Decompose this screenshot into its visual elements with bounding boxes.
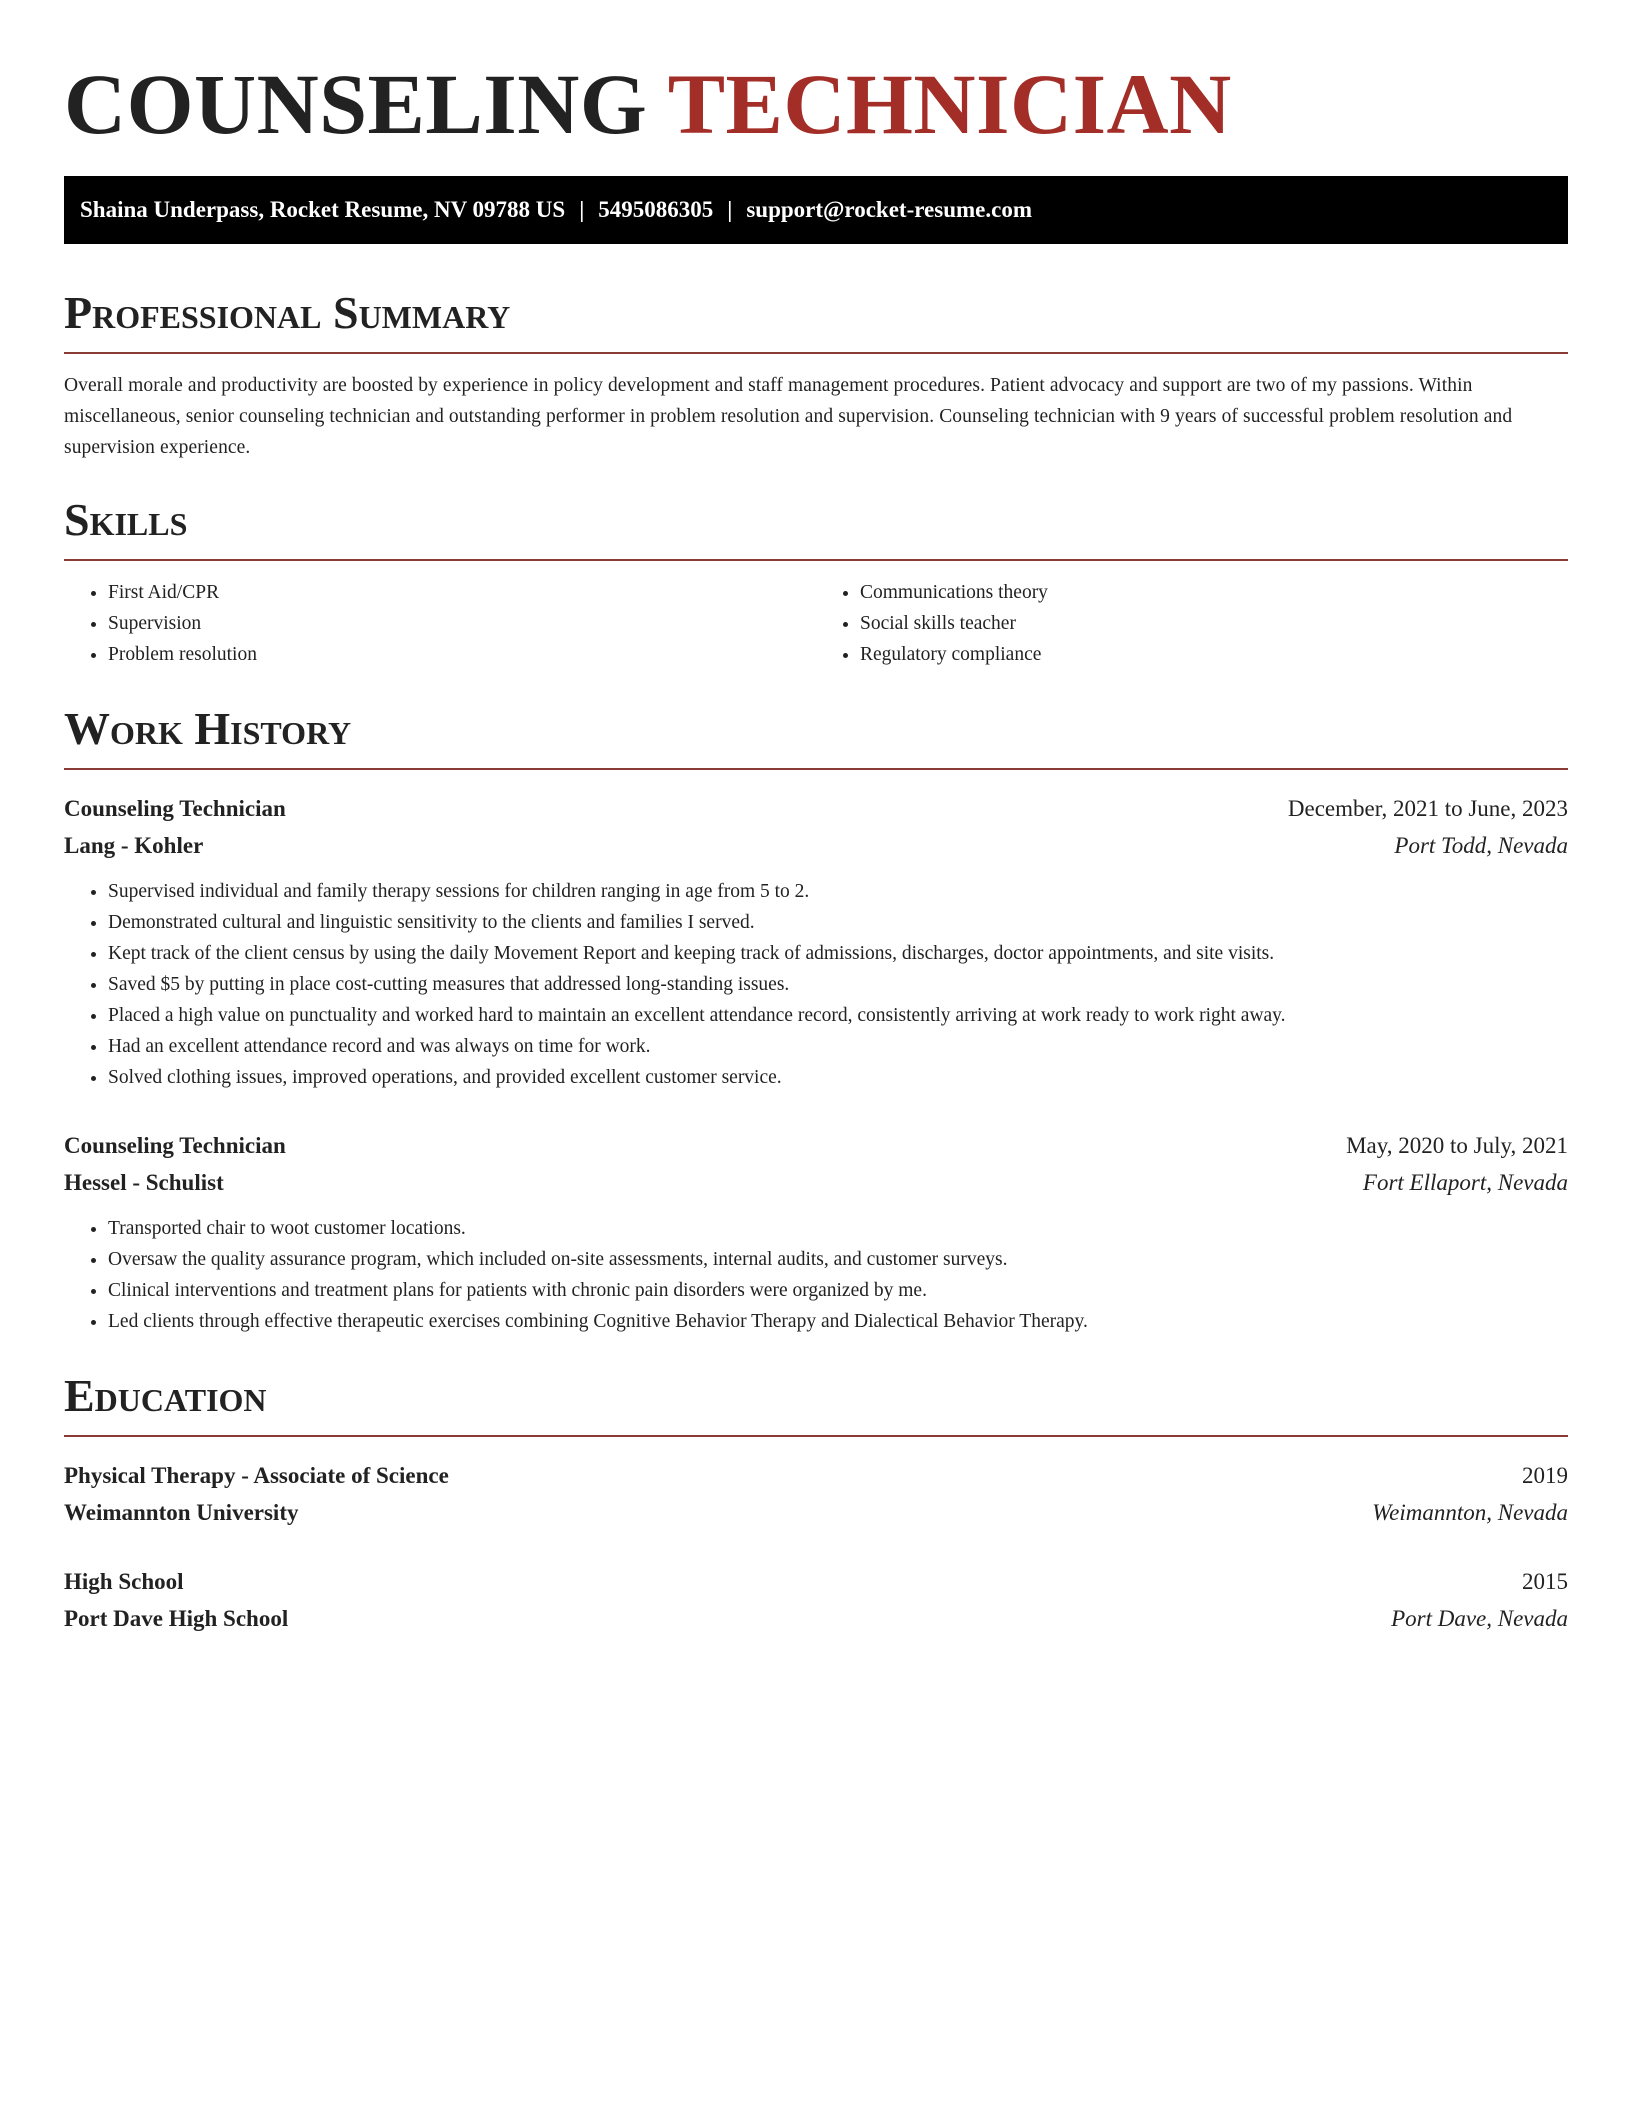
job-title: Counseling Technician — [64, 796, 286, 821]
skill-item: • Social skills teacher — [860, 608, 1568, 639]
job-header-row — [64, 790, 1568, 827]
job-bullets — [64, 1213, 1568, 1337]
education-school-row — [64, 1600, 1568, 1637]
education-entry — [64, 1457, 1568, 1531]
education-entry — [64, 1563, 1568, 1637]
job-company: Hessel - Schulist — [64, 1170, 224, 1195]
contact-address: Shaina Underpass, Rocket Resume, NV 09788 US — [80, 197, 566, 222]
skills-list — [64, 577, 1568, 670]
job-company: Lang - Kohler — [64, 833, 204, 858]
contact-separator: | — [579, 197, 585, 222]
job-bullet: • Demonstrated cultural and linguistic sensitivity to the clients and families I served. — [108, 907, 1568, 938]
skill-item: • Regulatory compliance — [860, 639, 1568, 670]
education-location: Weimannton, Nevada — [1372, 1500, 1568, 1525]
contact-phone: 5495086305 — [598, 197, 714, 222]
contact-separator: | — [727, 197, 733, 222]
resume-page — [64, 0, 1568, 1637]
skill-item: • Supervision — [108, 608, 816, 639]
title-word-first: COUNSELING — [64, 56, 648, 152]
job-title: Counseling Technician — [64, 1133, 286, 1158]
education-heading: Education — [64, 1370, 267, 1421]
education-degree-row — [64, 1563, 1568, 1600]
job-bullets — [64, 876, 1568, 1093]
job-bullet: • Saved $5 by putting in place cost-cutting measures that addressed long-standing issues. — [108, 969, 1568, 1000]
education-degree-row — [64, 1457, 1568, 1494]
contact-email: support@rocket-resume.com — [746, 197, 1032, 222]
education-school-row — [64, 1494, 1568, 1531]
job-header-row — [64, 1127, 1568, 1164]
job-bullet: • Solved clothing issues, improved operations, and provided excellent customer service. — [108, 1062, 1568, 1093]
education-year: 2019 — [1522, 1463, 1568, 1488]
job-company-row — [64, 827, 1568, 864]
skills-column-right — [816, 577, 1568, 670]
job-bullet: • Placed a high value on punctuality and worked hard to maintain an excellent attendance record, consistently arriving at work ready to work right away. — [108, 1000, 1568, 1031]
job-location: Port Todd, Nevada — [1394, 833, 1568, 858]
section-divider — [64, 768, 1568, 770]
education-location: Port Dave, Nevada — [1391, 1606, 1568, 1631]
job-company-row — [64, 1164, 1568, 1201]
section-divider — [64, 352, 1568, 354]
skill-item: • Problem resolution — [108, 639, 816, 670]
job-bullet: • Supervised individual and family therapy sessions for children ranging in age from 5 to 2. — [108, 876, 1568, 907]
skill-item: • Communications theory — [860, 577, 1568, 608]
job-bullet: • Oversaw the quality assurance program, which included on-site assessments, internal audits, and customer surveys. — [108, 1244, 1568, 1275]
education-school: Port Dave High School — [64, 1606, 289, 1631]
job-bullet: • Had an excellent attendance record and was always on time for work. — [108, 1031, 1568, 1062]
job-dates: May, 2020 to July, 2021 — [1346, 1133, 1568, 1158]
summary-heading: Professional Summary — [64, 287, 511, 338]
contact-bar — [64, 176, 1568, 244]
job-bullet: • Kept track of the client census by using the daily Movement Report and keeping track of admissions, discharges, doctor appointments, and site visits. — [108, 938, 1568, 969]
education-degree: Physical Therapy - Associate of Science — [64, 1463, 449, 1488]
job-entry — [64, 790, 1568, 1093]
work-history-heading: Work History — [64, 703, 352, 754]
job-dates: December, 2021 to June, 2023 — [1287, 796, 1568, 821]
education-year: 2015 — [1522, 1569, 1568, 1594]
skills-heading: Skills — [64, 494, 188, 545]
education-degree: High School — [64, 1569, 184, 1594]
section-divider — [64, 559, 1568, 561]
job-bullet: • Clinical interventions and treatment plans for patients with chronic pain disorders were organized by me. — [108, 1275, 1568, 1306]
job-bullet: • Transported chair to woot customer locations. — [108, 1213, 1568, 1244]
job-bullet: • Led clients through effective therapeutic exercises combining Cognitive Behavior Therapy and Dialectical Behavior Therapy. — [108, 1306, 1568, 1337]
education-school: Weimannton University — [64, 1500, 299, 1525]
section-divider — [64, 1435, 1568, 1437]
skill-item: • First Aid/CPR — [108, 577, 816, 608]
job-entry — [64, 1127, 1568, 1337]
resume-title — [64, 58, 1568, 150]
title-word-second: TECHNICIAN — [667, 56, 1232, 152]
job-location: Fort Ellaport, Nevada — [1362, 1170, 1568, 1195]
skills-column-left — [64, 577, 816, 670]
summary-text: Overall morale and productivity are boosted by experience in policy development and staff management procedures. Patient advocacy and support are two of my passions. Within miscellaneous, senior counseling technician and outstanding performer in problem resolution and supervision. Counseling technician with 9 years of successful problem resolution and supervision experience. — [64, 375, 1513, 458]
